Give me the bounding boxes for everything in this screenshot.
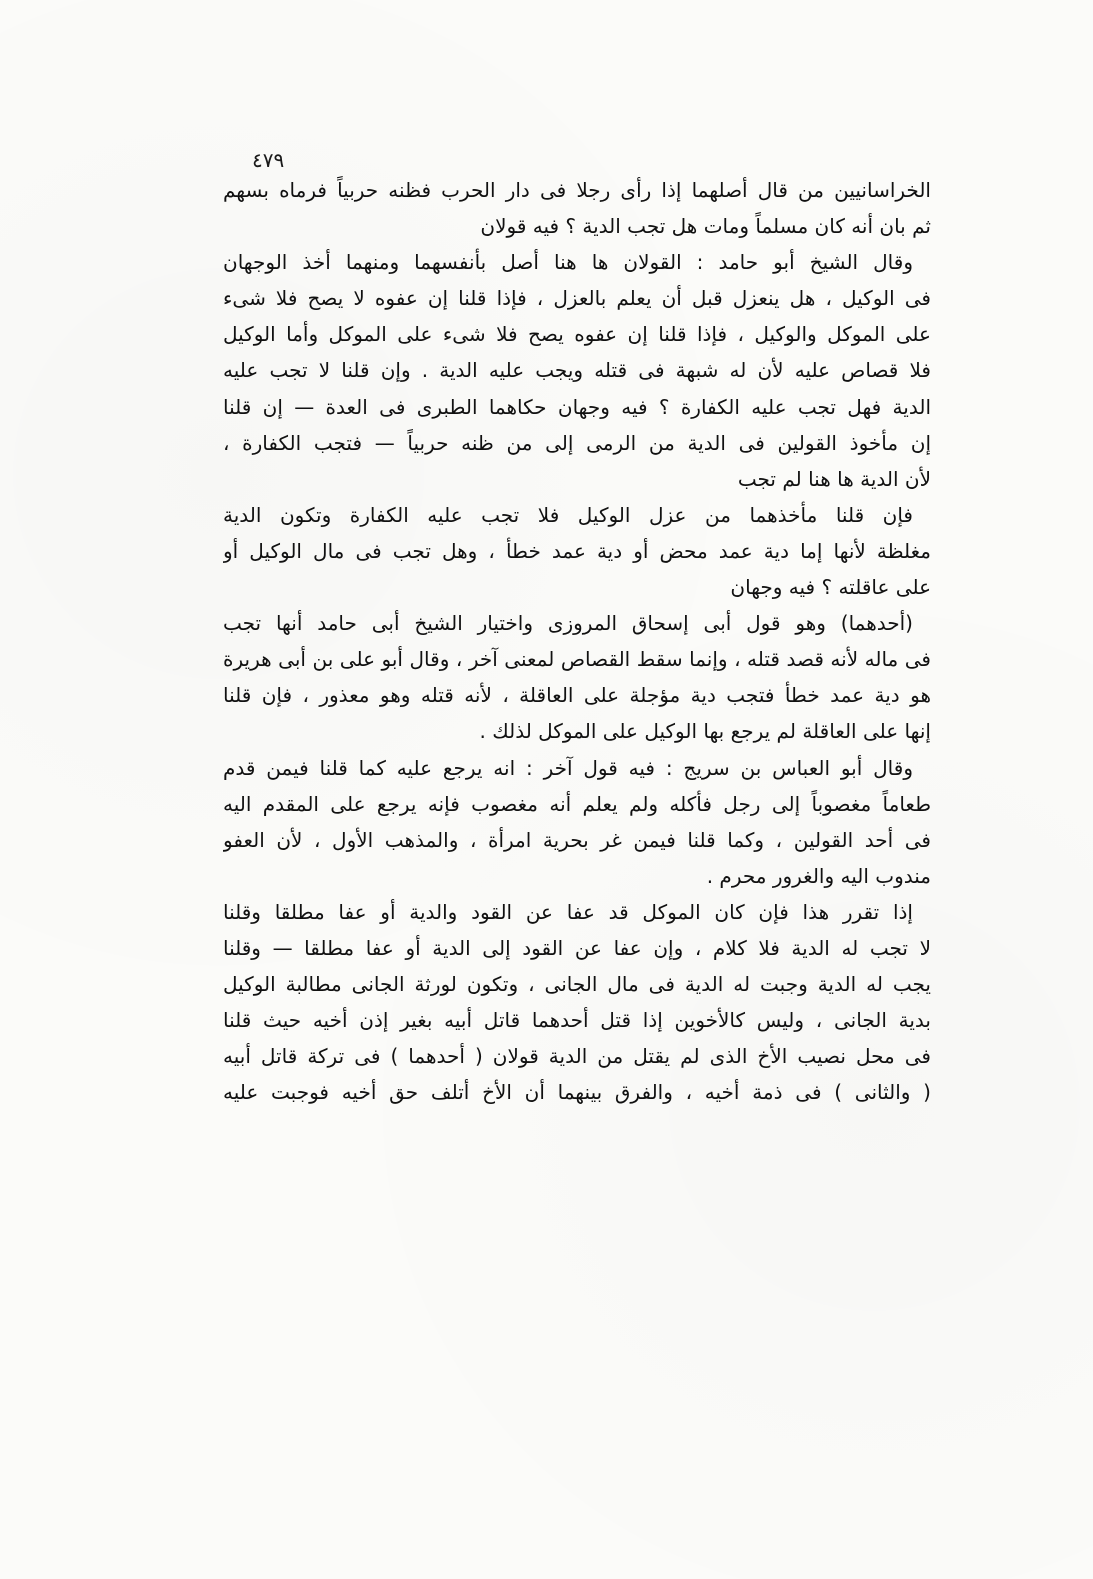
text-line: (أحدهما) وهو قول أبى إسحاق المروزى واختيار الشيخ أبى حامد أنها تجب — [223, 611, 913, 636]
text-line: فى محل نصيب الأخ الذى لم يقتل من الدية قولان ( أحدهما ) فى تركة قاتل أبيه — [223, 1044, 931, 1069]
text-line: إن مأخوذ القولين فى الدية من الرمى إلى من ظنه حربياً — فتجب الكفارة ، — [223, 430, 931, 455]
text-line: الدية فهل تجب عليه الكفارة ؟ فيه وجهان حكاهما الطبرى فى العدة — إن قلنا — [223, 394, 931, 419]
text-line: الخراسانيين من قال أصلهما إذا رأى رجلا فى دار الحرب فظنه حربياً فرماه بسهم — [223, 178, 931, 202]
text-line: مندوب اليه والغرور محرم . — [706, 863, 931, 888]
text-line: مغلظة لأنها إما دية عمد محض أو دية عمد خطأ ، وهل تجب فى مال الوكيل أو — [223, 538, 931, 563]
text-line: فلا قصاص عليه لأن له شبهة فى قتله ويجب عليه الدية . وإن قلنا لا تجب عليه — [223, 358, 931, 383]
text-line: على الموكل والوكيل ، فإذا قلنا إن عفوه يصح فلا شىء على الموكل وأما الوكيل — [223, 322, 931, 347]
text-line: ثم بان أنه كان مسلماً ومات هل تجب الدية ؟ فيه قولان — [480, 214, 931, 239]
text-line: إنها على العاقلة لم يرجع بها الوكيل على الموكل لذلك . — [479, 719, 931, 744]
text-line: لأن الدية ها هنا لم تجب — [737, 466, 931, 491]
text-line: فى أحد القولين ، وكما قلنا فيمن غر بحرية امرأة ، والمذهب الأول ، لأن العفو — [223, 827, 931, 852]
page-number: ٤٧٩ — [252, 148, 285, 172]
text-line: فإن قلنا مأخذهما من عزل الوكيل فلا تجب عليه الكفارة وتكون الدية — [223, 502, 913, 527]
text-line: فى ماله لأنه قصد قتله ، وإنما سقط القصاص لمعنى آخر ، وقال أبو على بن أبى هريرة — [223, 647, 931, 672]
text-line: وقال الشيخ أبو حامد : القولان ها هنا أصل بأنفسهما ومنهما أخذ الوجهان — [223, 250, 913, 275]
text-line: يجب له الدية وجبت له الدية فى مال الجانى ، وتكون لورثة الجانى مطالبة الوكيل — [223, 972, 931, 997]
text-line: إذا تقرر هذا فإن كان الموكل قد عفا عن القود والدية أو عفا مطلقا وقلنا — [223, 899, 913, 924]
text-line: على عاقلته ؟ فيه وجهان — [730, 575, 931, 600]
text-line: وقال أبو العباس بن سريج : فيه قول آخر : انه يرجع عليه كما قلنا فيمن قدم — [223, 755, 913, 780]
text-line: لا تجب له الدية فلا كلام ، وإن عفا عن القود إلى الدية أو عفا مطلقا — وقلنا — [223, 935, 931, 960]
main-text — [223, 172, 931, 1110]
text-line: طعاماً مغصوباً إلى رجل فأكله ولم يعلم أنه مغصوب فإنه يرجع على المقدم اليه — [223, 791, 931, 816]
text-line: بدية الجانى ، وليس كالأخوين إذا قتل أحدهما قاتل أبيه بغير إذن أخيه حيث قلنا — [223, 1008, 931, 1033]
text-line: هو دية عمد خطأ فتجب دية مؤجلة على العاقلة ، لأنه قتله وهو معذور ، فإن قلنا — [223, 683, 931, 708]
text-line: فى الوكيل ، هل ينعزل قبل أن يعلم بالعزل ، فإذا قلنا إن عفوه لا يصح فلا شىء — [223, 286, 931, 311]
text-line: ( والثانى ) فى ذمة أخيه ، والفرق بينهما أن الأخ أتلف حق أخيه فوجبت عليه — [223, 1080, 931, 1105]
